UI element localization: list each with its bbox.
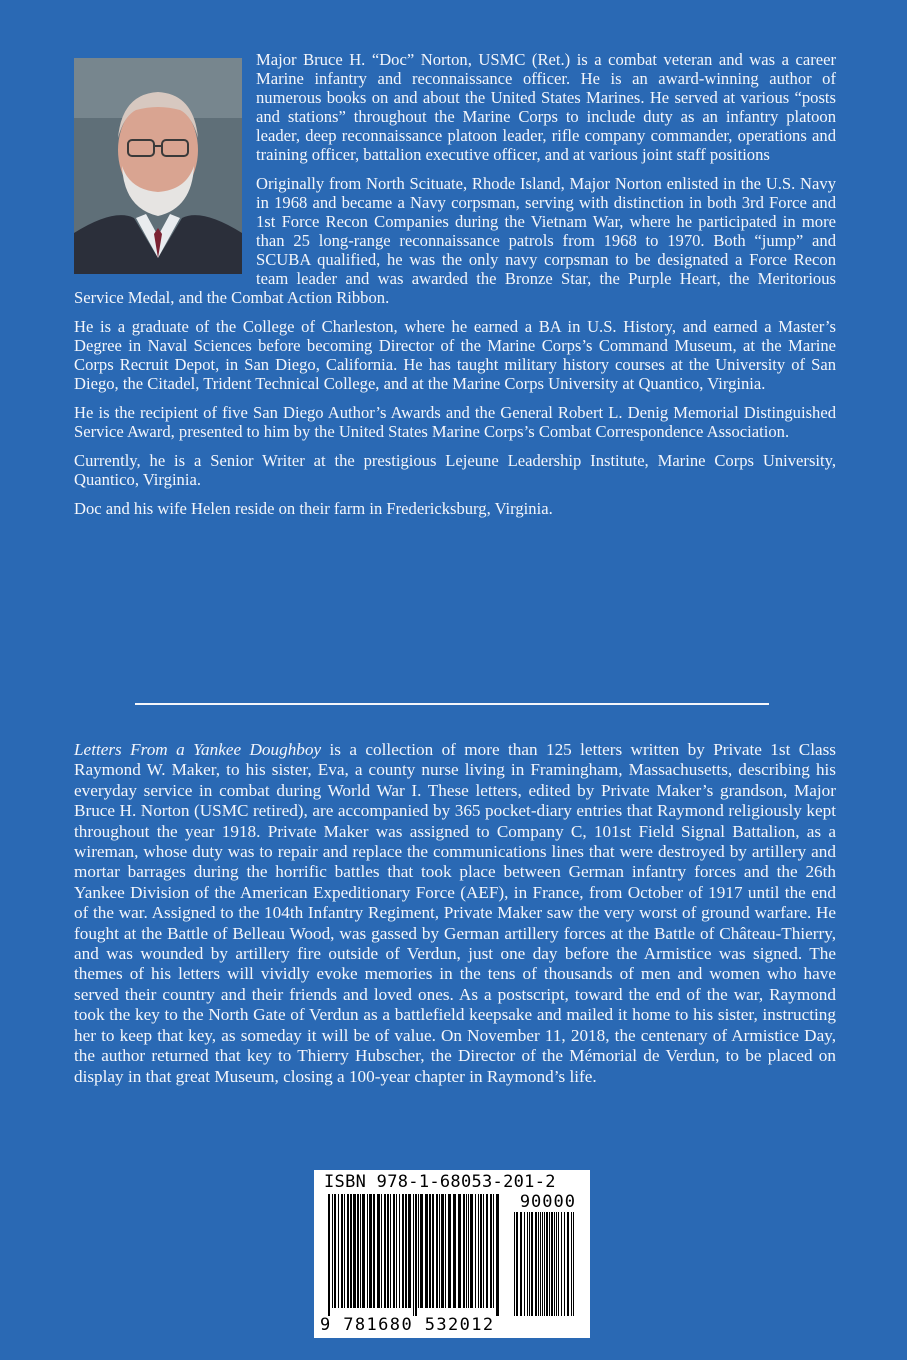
barcode-bar <box>332 1194 333 1308</box>
book-description-text: is a collection of more than 125 letters written by Private 1st Class Raymond W. Maker, to his sister, Eva, a county nurse living in Framingham, Massachusetts, describing his everyday service in combat during World War I. These letters, edited by Private Maker’s grandson, Major Bruce H. Norton (USMC retired), are accompanied by 365 pocket-diary entries that Raymond religiously kept throughout the year 1918. Private Maker was assigned to Company C, 101st Field Signal Battalion, as a wireman, whose duty was to repair and replace the communications lines that were destroyed by artillery and mortar barrages during the horrific battles that took place between German infantry forces and the 26th Yankee Division of the American Expeditionary Force (AEF), in France, from October of 1917 until the end of the war. Assigned to the 104th Infantry Regiment, Private Maker saw the very worst of ground warfare. He fought at the Battle of Belleau Wood, was gassed by German artillery forces at the Battle of Château-Thierry, and was wounded by artillery fire outside of Verdun, just one day before the Armistice was signed. The themes of his letters will vividly evoke memories in the tens of thousands of men and women who have served their country and their friends and loved ones. As a postscript, toward the end of the war, Raymond took the key to the North Gate of Verdun as a battlefield keepsake and mailed it home to his sister, instructing her to keep that key, as someday it will be of value. On November 11, 2018, the centenary of Armistice Day, the author returned that key to Thierry Hubscher, the Director of the Mémorial de Verdun, to be placed on display in that great Museum, closing a 100-year chapter in Raymond’s life. <box>74 740 836 1086</box>
bio-paragraph-4: He is the recipient of five San Diego Author’s Awards and the General Robert L. Denig Memorial Distinguished Service Award, presented to him by the United States Marine Corps’s Combat Correspondence Association. <box>74 403 836 441</box>
addon-bar <box>558 1212 559 1316</box>
barcode-bar <box>344 1194 345 1308</box>
bio-paragraph-6: Doc and his wife Helen reside on their farm in Fredericksburg, Virginia. <box>74 499 553 518</box>
barcode-bar <box>396 1194 397 1308</box>
barcode-bar <box>402 1194 404 1308</box>
author-bio <box>74 50 836 528</box>
addon-bar <box>546 1212 548 1316</box>
addon-bar <box>564 1212 565 1316</box>
barcode-bar <box>408 1194 411 1308</box>
barcode-bar <box>478 1194 479 1308</box>
barcode-bar <box>420 1194 423 1308</box>
addon-bar <box>551 1212 553 1316</box>
isbn-number: ISBN 978-1-68053-201-2 <box>324 1172 556 1192</box>
barcode-bar <box>338 1194 339 1308</box>
barcode-bar <box>425 1194 428 1308</box>
barcode-bar <box>441 1194 444 1308</box>
barcode-bar <box>458 1194 461 1308</box>
barcode-bar <box>429 1194 431 1308</box>
barcode-bar <box>493 1194 494 1308</box>
barcode-bar <box>418 1194 419 1308</box>
barcode-bar <box>496 1194 499 1316</box>
section-divider <box>135 703 769 705</box>
addon-bar <box>527 1212 528 1316</box>
barcode-bar <box>413 1194 414 1316</box>
barcode-bar <box>360 1194 361 1308</box>
barcode-bar <box>445 1194 446 1308</box>
barcode-bar <box>480 1194 482 1308</box>
addon-bar <box>549 1212 550 1316</box>
addon-bar <box>573 1212 574 1316</box>
barcode-bar <box>490 1194 492 1308</box>
addon-bar <box>542 1212 543 1316</box>
barcode-bar <box>387 1194 389 1308</box>
barcode-bar <box>384 1194 386 1308</box>
bio-paragraph-1: Major Bruce H. “Doc” Norton, USMC (Ret.) is a combat veteran and was a career Marine infantry and reconnaissance officer. He is an award-winning author of numerous books on and about the United States Marines. He served at various “posts and stations” throughout the Marine Corps to include duty as an infantry platoon leader, deep reconnaissance platoon leader, rifle company commander, operations and training officer, battalion executive officer, and at various joint staff positions <box>256 50 836 164</box>
addon-bar <box>520 1212 522 1316</box>
addon-bar <box>529 1212 530 1316</box>
author-photo <box>74 58 242 274</box>
addon-bar <box>535 1212 537 1316</box>
barcode-bar <box>390 1194 391 1308</box>
barcode-bar <box>367 1194 368 1308</box>
barcode-bar <box>470 1194 473 1308</box>
barcode-bar <box>353 1194 356 1308</box>
barcode-bar <box>381 1194 382 1308</box>
barcode-bar <box>475 1194 476 1308</box>
book-title: Letters From a Yankee Doughboy <box>74 740 322 759</box>
addon-bar <box>516 1212 518 1316</box>
barcode-bar <box>432 1194 434 1308</box>
barcode-bar <box>369 1194 372 1308</box>
addon-bar <box>556 1212 557 1316</box>
barcode-bar <box>334 1194 336 1308</box>
barcode-bar <box>328 1194 330 1316</box>
bio-paragraph-5: Currently, he is a Senior Writer at the prestigious Lejeune Leadership Institute, Marine Corps University, Quantico, Virginia. <box>74 451 836 489</box>
barcode-bar <box>466 1194 467 1308</box>
barcode-bar <box>362 1194 365 1308</box>
bio-paragraph-2: Originally from North Scituate, Rhode Island, Major Norton enlisted in the U.S. Navy in 1968 and became a Navy corpsman, serving with distinction in both 3rd Force and 1st Force Recon Companies during the Vietnam War, where he participated in more than 25 long-range reconnaissance patrols from 1968 to 1970. Both “jump” and SCUBA qualified, he was the only navy corpsman to be designated a Force Recon team leader and was awarded the Bronze Star, the Purple Heart, the Meritorious Service Medal, and the Combat Action Ribbon. <box>74 174 836 307</box>
book-description <box>74 740 836 1087</box>
barcode-bar <box>453 1194 456 1308</box>
addon-bar <box>554 1212 555 1316</box>
barcode-bar <box>377 1194 380 1308</box>
author-portrait-image <box>74 58 242 274</box>
barcode-bars <box>324 1194 580 1316</box>
barcode-bar <box>393 1194 395 1308</box>
price-code: 90000 <box>519 1192 576 1212</box>
addon-bar <box>514 1212 515 1316</box>
barcode-bar <box>439 1194 440 1308</box>
addon-bar <box>524 1212 525 1316</box>
barcode-bar <box>448 1194 451 1308</box>
addon-bar <box>538 1212 539 1316</box>
addon-bar <box>540 1212 541 1316</box>
addon-bar <box>531 1212 533 1316</box>
bio-paragraph-3: He is a graduate of the College of Charleston, where he earned a BA in U.S. History, and earned a Master’s Degree in Naval Sciences before becoming Director of the Marine Corps’s Command Museum, at the Marine Corps Recruit Depot, in San Diego, California. He has taught military history courses at the University of San Diego, the Citadel, Trident Technical College, and at the Marine Corps University at Quantico, Virginia. <box>74 317 836 393</box>
barcode-bar <box>486 1194 488 1308</box>
barcode-bar <box>341 1194 343 1308</box>
addon-bar <box>571 1212 572 1316</box>
barcode-bar <box>405 1194 407 1308</box>
addon-bar <box>544 1212 545 1316</box>
barcode-bar <box>399 1194 400 1308</box>
barcode-bar <box>357 1194 359 1308</box>
isbn-barcode <box>314 1170 590 1338</box>
barcode-bar <box>350 1194 352 1308</box>
barcode-bar <box>436 1194 438 1308</box>
barcode-bar <box>347 1194 349 1308</box>
barcode-digits: 9 781680 532012 <box>320 1315 495 1335</box>
barcode-bar <box>468 1194 469 1308</box>
barcode-bar <box>483 1194 484 1308</box>
addon-bar <box>561 1212 562 1316</box>
addon-bar <box>567 1212 569 1316</box>
barcode-bar <box>463 1194 465 1308</box>
barcode-bar <box>373 1194 375 1308</box>
barcode-bar <box>415 1194 417 1316</box>
